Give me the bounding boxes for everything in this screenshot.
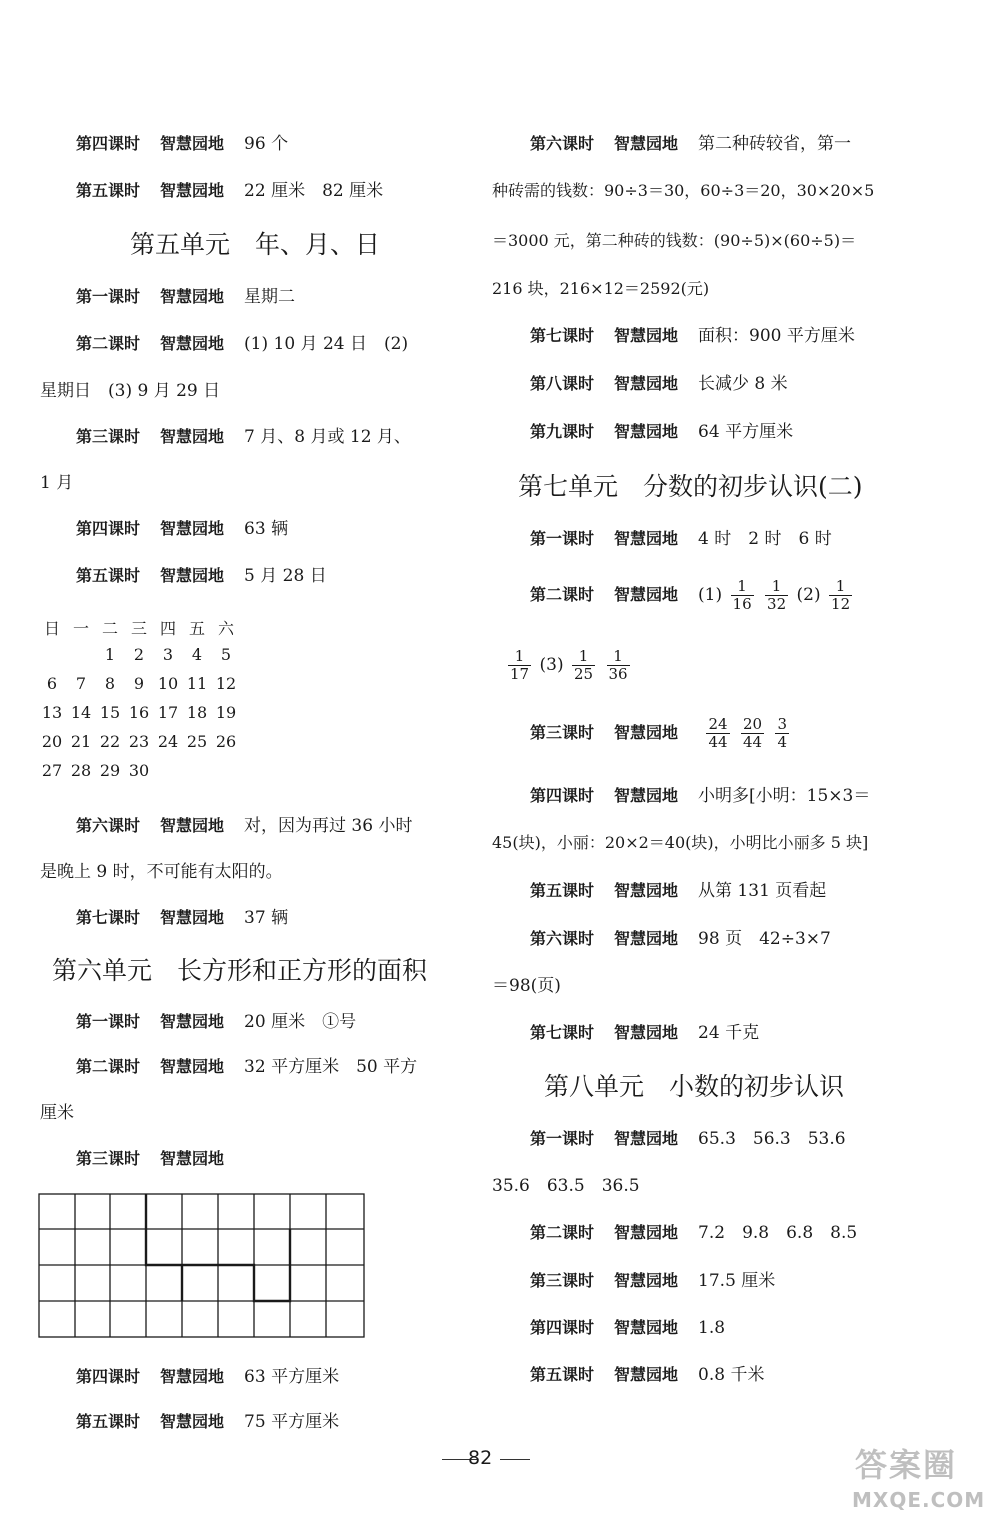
lesson-line: 第六课时 智慧园地 对，因为再过 36 小时 [76,816,413,836]
calendar-day: 2 [133,645,145,664]
answer: 22 厘米 82 厘米 [244,181,384,201]
calendar-day: 24 [157,732,179,751]
calendar-day: 25 [186,732,208,751]
calendar-day: 23 [128,732,150,751]
calendar-day: 8 [104,674,116,693]
calendar-header-cell: 三 [130,619,147,638]
lesson-line: 第九课时 智慧园地 64 平方厘米 [530,422,794,442]
lesson-line: 第四课时 智慧园地 小明多[小明：15×3＝ [530,786,871,806]
lesson-line: 第四课时 智慧园地 63 辆 [76,519,289,539]
calendar-day: 7 [75,674,87,693]
unit6-title: 第六单元 长方形和正方形的面积 [52,956,428,985]
answer-continuation: 45(块)，小丽：20×2＝40(块)，小明比小丽多 5 块] [492,833,869,852]
calendar-day: 27 [41,761,63,780]
calendar-header-cell: 四 [159,619,176,638]
calendar-header-cell: 二 [101,619,118,638]
calendar-day: 28 [70,761,92,780]
calendar-day: 20 [41,732,63,751]
calendar-day: 3 [162,645,174,664]
fraction: $\frac{1}{32}$ [767,577,787,613]
calendar-day: 4 [191,645,203,664]
calendar-day: 12 [215,674,237,693]
fraction: $\frac{20}{44}$ [742,715,763,751]
answer-continuation: 种砖需的钱数：90÷3＝30，60÷3＝20，30×20×5 [492,181,875,200]
fraction: $\frac{1}{36}$ [608,647,628,683]
page-number-rule-right [500,1459,530,1460]
fraction: $\frac{1}{25}$ [574,647,594,683]
lesson-line: 第四课时 智慧园地 1.8 [530,1318,726,1338]
answer-continuation: 星期日 (3) 9 月 29 日 [40,381,221,401]
calendar-header-cell: 六 [217,619,234,638]
lesson-line: 第八课时 智慧园地 长减少 8 米 [530,374,788,394]
lesson-line: 第五课时 智慧园地 22 厘米 82 厘米 [76,181,384,201]
lesson-line: 第五课时 智慧园地 75 平方厘米 [76,1412,340,1432]
lesson-line: 第七课时 智慧园地 37 辆 [76,908,289,928]
calendar-day: 11 [186,674,208,693]
answer-continuation: 216 块，216×12＝2592(元) [492,279,710,298]
answer-continuation: $\frac{1}{17}$ (3) $\frac{1}{25}$ $\frac{1}{36}$ [510,647,628,683]
answer-continuation: 是晚上 9 时，不可能有太阳的。 [40,862,283,882]
lesson-line: 第三课时 智慧园地 [76,1149,225,1168]
calendar-day: 18 [186,703,208,722]
calendar-day: 5 [220,645,232,664]
fraction: $\frac{1}{16}$ [732,577,752,613]
lesson-line: 第二课时 智慧园地 (1) $\frac{1}{16}$ $\frac{1}{32}$ (2) $\frac{1}{12}$ [530,577,851,613]
watermark-url: MXQE.COM [852,1488,986,1512]
calendar-day: 15 [99,703,121,722]
fraction: $\frac{24}{44}$ [708,715,728,751]
lesson-line: 第一课时 智慧园地 星期二 [76,287,296,307]
unit8-title: 第八单元 小数的初步认识 [544,1072,845,1101]
answer-continuation: ＝98(页) [492,976,561,996]
lesson-line: 第七课时 智慧园地 24 千克 [530,1023,760,1043]
lesson-line: 第二课时 智慧园地 7.2 9.8 6.8 8.5 [530,1223,858,1243]
lesson-line: 第三课时 智慧园地 7 月、8 月或 12 月、 [76,427,411,447]
lesson-line: 第五课时 智慧园地 5 月 28 日 [76,566,327,586]
calendar-header-cell: 五 [188,619,205,638]
calendar-day: 9 [133,674,145,693]
lesson-line: 第四课时 智慧园地 63 平方厘米 [76,1367,340,1387]
lesson-line: 第七课时 智慧园地 面积：900 平方厘米 [530,326,855,346]
lesson-line: 第五课时 智慧园地 从第 131 页看起 [530,881,827,901]
calendar-day: 6 [46,674,58,693]
lesson-line: 第六课时 智慧园地 98 页 42÷3×7 [530,929,831,949]
lesson-line: 第五课时 智慧园地 0.8 千米 [530,1365,765,1385]
calendar-header-cell: 一 [72,619,89,638]
answer-continuation: 厘米 [40,1103,74,1123]
calendar-day: 29 [99,761,121,780]
lesson-line: 第一课时 智慧园地 4 时 2 时 6 时 [530,529,832,549]
calendar-day: 30 [128,761,150,780]
lesson-line: 第一课时 智慧园地 20 厘米 ①号 [76,1012,357,1032]
page-number: 82 [468,1447,493,1469]
calendar [38,616,238,786]
fraction: $\frac{3}{4}$ [777,715,787,751]
watermark-logo-text: 答案圈 [855,1446,958,1484]
calendar-day: 1 [104,645,116,664]
calendar-day: 22 [99,732,121,751]
lesson-line: 第四课时 智慧园地 96 个 [76,134,289,154]
calendar-day: 14 [70,703,92,722]
fraction: $\frac{1}{17}$ [510,647,530,683]
calendar-day: 13 [41,703,63,722]
calendar-day: 16 [128,703,150,722]
square-grid-figure [38,1193,366,1339]
lesson-line: 第六课时 智慧园地 第二种砖较省，第一 [530,134,852,154]
unit5-title: 第五单元 年、月、日 [130,230,381,259]
calendar-header-cell: 日 [43,619,60,638]
lesson-line: 第三课时 智慧园地 $\frac{24}{44}$ $\frac{20}{44}$ $\frac{3}{4}$ [530,715,787,751]
answer: 96 个 [244,134,289,154]
lesson-line: 第二课时 智慧园地 (1) 10 月 24 日 (2) [76,334,409,354]
answer-continuation: 35.6 63.5 36.5 [492,1176,640,1196]
calendar-day: 21 [70,732,92,751]
calendar-day: 19 [215,703,237,722]
fraction: $\frac{1}{12}$ [831,577,851,613]
lesson-line: 第三课时 智慧园地 17.5 厘米 [530,1271,776,1291]
lesson-line: 第一课时 智慧园地 65.3 56.3 53.6 [530,1129,846,1149]
answer-continuation: 1 月 [40,473,74,493]
calendar-day: 17 [157,703,179,722]
calendar-day: 10 [157,674,179,693]
lesson-line: 第二课时 智慧园地 32 平方厘米 50 平方 [76,1057,418,1077]
answer-continuation: ＝3000 元，第二种砖的钱数：(90÷5)×(60÷5)＝ [492,231,857,250]
unit7-title: 第七单元 分数的初步认识(二) [518,472,863,501]
calendar-day: 26 [215,732,237,751]
